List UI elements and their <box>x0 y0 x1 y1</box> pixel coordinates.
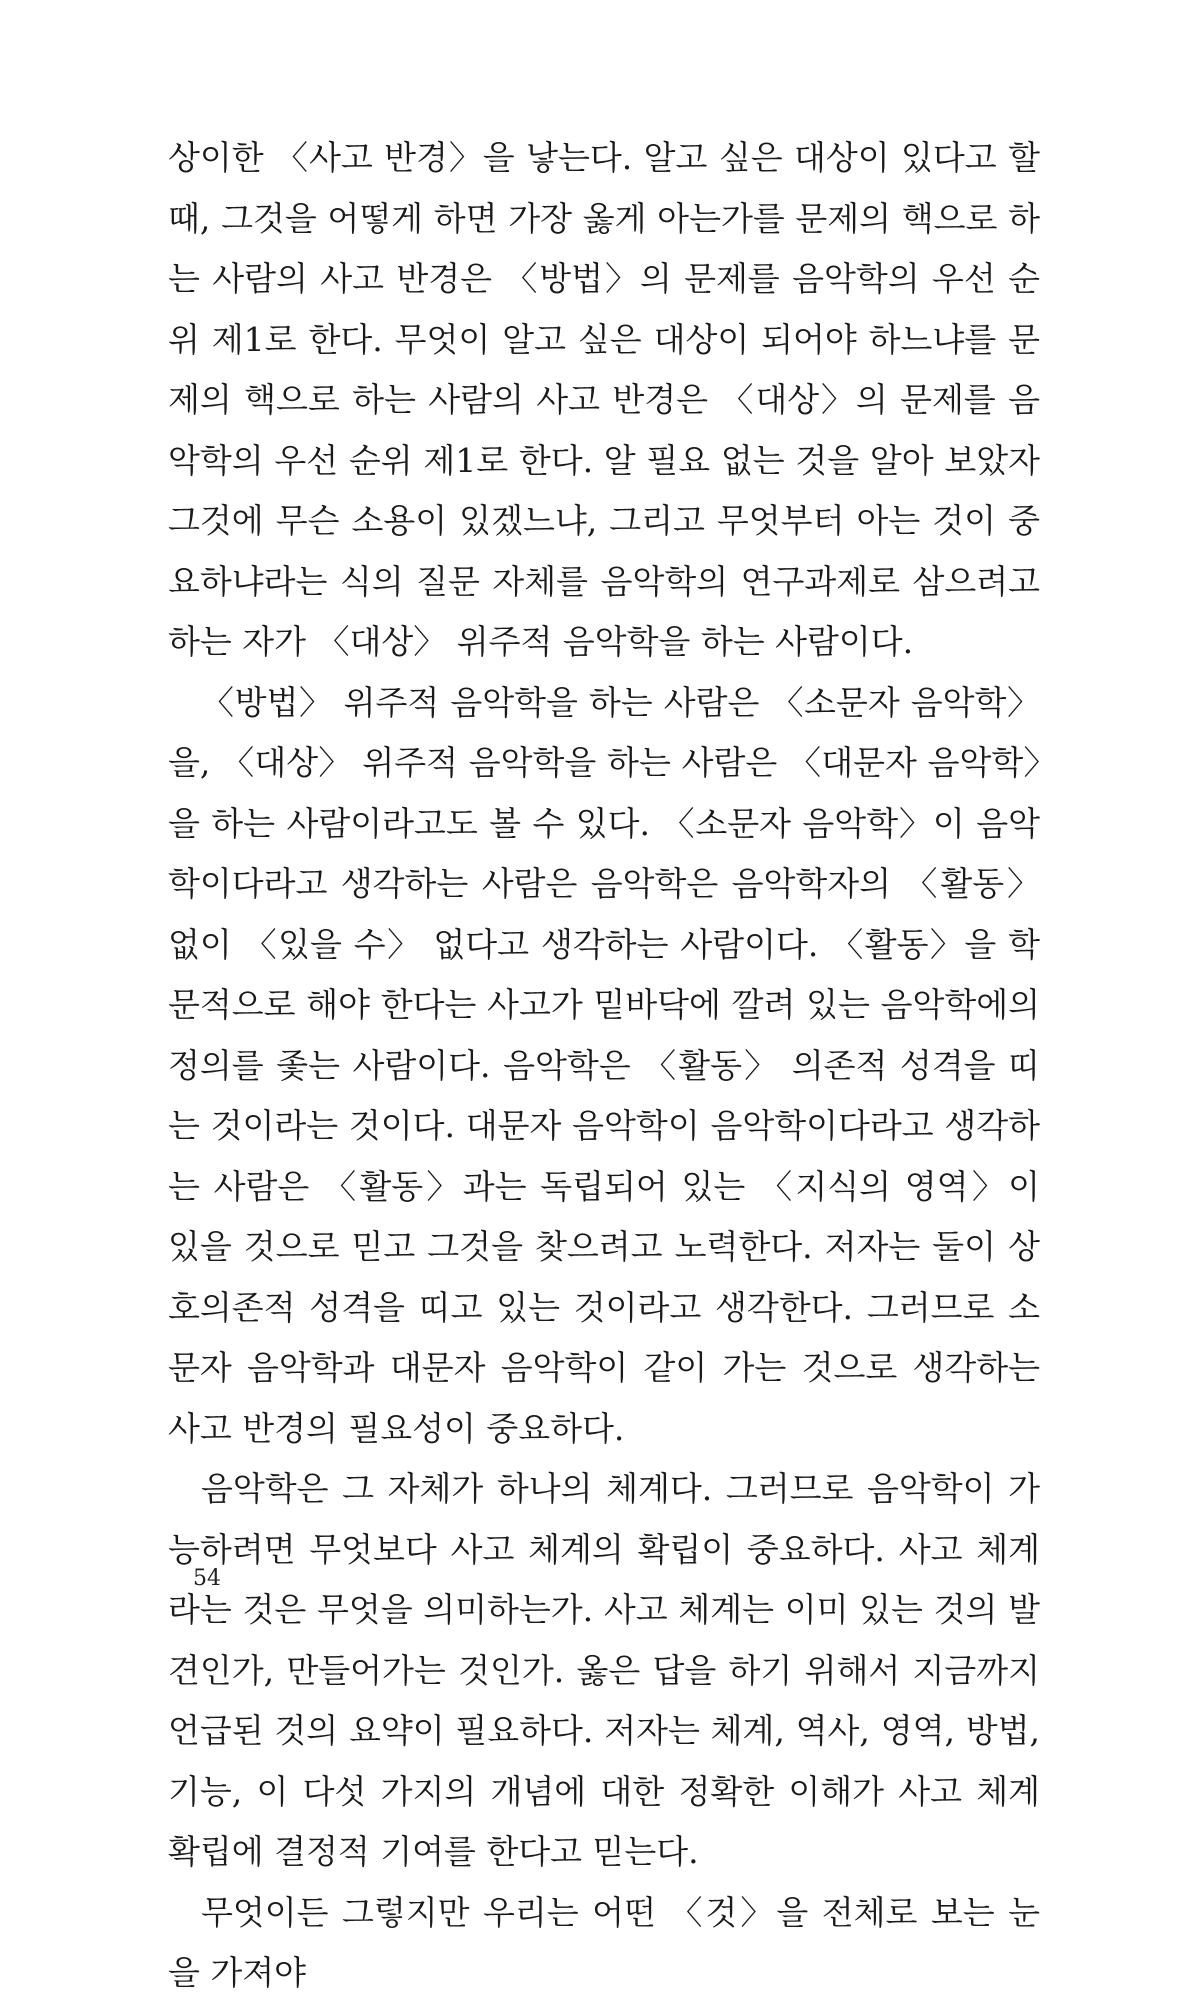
paragraph: 음악학은 그 자체가 하나의 체계다. 그러므로 음악학이 가능하려면 무엇보다 사고 체계의 확립이 중요하다. 사고 체계라는 것은 무엇을 의미하는가. 사고 체계는 이미 있는 것의 발견인가, 만들어가는 것인가. 옳은 답을 하기 위해서 지금까지 언급된 것의 요약이 필요하다. 저자는 체계, 역사, 영역, 방법, 기능, 이 다섯 가지의 개념에 대한 정확한 이해가 사고 체계 확립에 결정적 기여를 한다고 믿는다. <box>168 1469 1040 1871</box>
paragraph: 〈방법〉 위주적 음악학을 하는 사람은 〈소문자 음악학〉을, 〈대상〉 위주적 음악학을 하는 사람은 〈대문자 음악학〉을 하는 사람이라고도 볼 수 있다. 〈소문자 음악학〉이 음악학이다라고 생각하는 사람은 음악학은 음악학자의 〈활동〉 없이 〈있을 수〉 없다고 생각하는 사람이다. 〈활동〉을 학문적으로 해야 한다는 사고가 밑바닥에 깔려 있는 음악학에의 정의를 좇는 사람이다. 음악학은 〈활동〉 의존적 성격을 띠는 것이라는 것이다. 대문자 음악학이 음악학이다라고 생각하는 사람은 〈활동〉과는 독립되어 있는 〈지식의 영역〉이 있을 것으로 믿고 그것을 찾으려고 노력한다. 저자는 둘이 상호의존적 성격을 띠고 있는 것이라고 생각한다. 그러므로 소문자 음악학과 대문자 음악학이 같이 가는 것으로 생각하는 사고 반경의 필요성이 중요하다. <box>168 682 1040 1448</box>
paragraph: 상이한 〈사고 반경〉을 낳는다. 알고 싶은 대상이 있다고 할 때, 그것을 어떻게 하면 가장 옳게 아는가를 문제의 핵으로 하는 사람의 사고 반경은 〈방법〉의 문제를 음악학의 우선 순위 제1로 한다. 무엇이 알고 싶은 대상이 되어야 하느냐를 문제의 핵으로 하는 사람의 사고 반경은 〈대상〉의 문제를 음악학의 우선 순위 제1로 한다. 알 필요 없는 것을 알아 보았자 그것에 무슨 소용이 있겠느냐, 그리고 무엇부터 아는 것이 중요하냐라는 식의 질문 자체를 음악학의 연구과제로 삼으려고 하는 자가 〈대상〉 위주적 음악학을 하는 사람이다. <box>168 138 1040 661</box>
paragraph: 무엇이든 그렇지만 우리는 어떤 〈것〉을 전체로 보는 눈을 가져야 <box>168 1892 1040 1992</box>
page-number: 54 <box>193 1566 221 1591</box>
body-text <box>168 128 1040 2004</box>
